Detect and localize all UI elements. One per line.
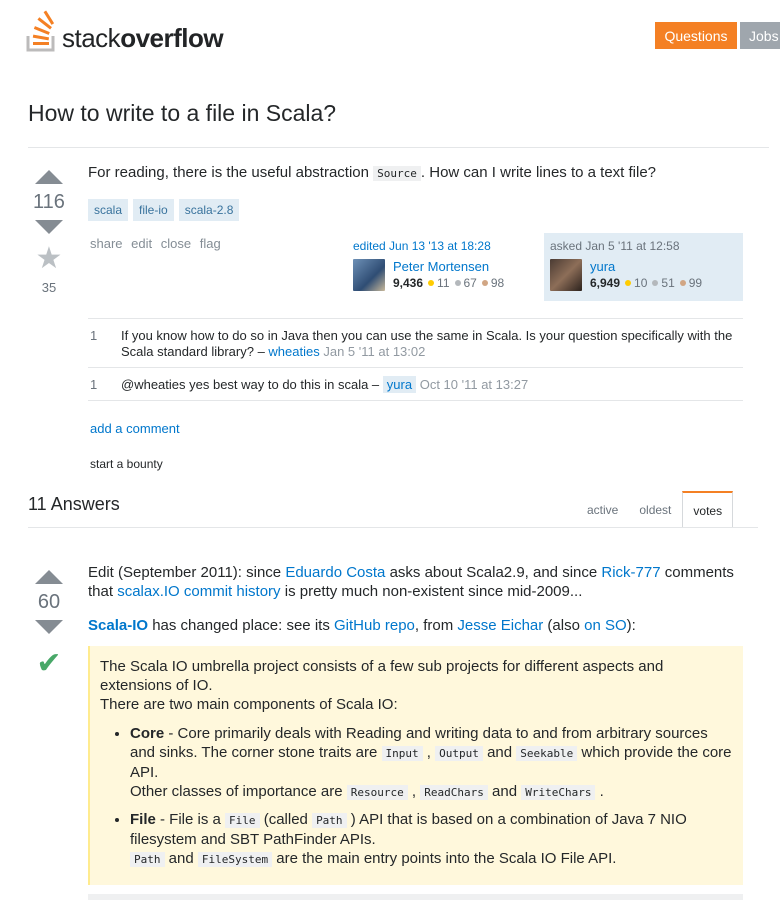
list-item-file: • File - File is a File (called Path ) API that is based on a combination of Java 7 NIO filesystem and SBT PathFinder APIs. Path and FileSystem are the main entry points into the Scala IO File API. xyxy=(130,810,733,869)
asker-reputation: 6,949 10 51 99 xyxy=(590,276,703,290)
divider xyxy=(28,527,758,528)
post-menu xyxy=(90,236,226,251)
comment-score: 1 xyxy=(90,377,98,392)
gold-badge-icon xyxy=(625,280,631,286)
component-list xyxy=(100,724,733,869)
stack-logo-icon xyxy=(26,14,58,52)
downvote-icon[interactable] xyxy=(35,220,63,234)
nav-jobs-button[interactable]: Jobs xyxy=(740,22,780,49)
nav-questions-button[interactable]: Questions xyxy=(655,22,737,49)
answer-vote-column xyxy=(29,570,69,681)
comment-list xyxy=(88,318,743,401)
editor-reputation: 9,436 11 67 98 xyxy=(393,276,505,290)
upvote-icon[interactable] xyxy=(35,570,63,584)
question-vote-column xyxy=(29,170,69,295)
bronze-badge-icon xyxy=(482,280,488,286)
share-link[interactable]: share xyxy=(90,236,123,251)
start-bounty-link[interactable]: start a bounty xyxy=(90,457,163,471)
avatar[interactable] xyxy=(550,259,582,291)
tag-scala[interactable]: scala xyxy=(88,199,128,221)
site-logo[interactable] xyxy=(26,14,223,52)
close-link[interactable]: close xyxy=(160,236,192,251)
comment-date[interactable]: Jan 5 '11 at 13:02 xyxy=(323,344,426,359)
asked-timestamp: asked Jan 5 '11 at 12:58 xyxy=(550,239,680,253)
quote-line: There are two main components of Scala IO: xyxy=(100,696,398,713)
divider xyxy=(28,147,769,148)
question-body-text: For reading, there is the useful abstraction xyxy=(88,164,369,181)
tab-votes[interactable]: votes xyxy=(682,491,733,527)
logo-text: stackoverflow xyxy=(62,23,224,53)
edited-timestamp-link[interactable]: edited Jun 13 '13 at 18:28 xyxy=(353,239,491,253)
answer-blockquote xyxy=(88,646,743,885)
answer-vote-count: 60 xyxy=(37,591,61,613)
silver-badge-icon xyxy=(652,280,658,286)
comment-user-link[interactable]: wheaties xyxy=(268,344,320,359)
editor-username[interactable]: Peter Mortensen xyxy=(393,259,490,274)
tag-list xyxy=(88,199,239,221)
asker-signature xyxy=(544,233,743,301)
on-so-link[interactable]: on SO xyxy=(584,617,627,634)
favorite-count: 35 xyxy=(41,280,57,295)
comment-item xyxy=(88,318,743,367)
github-repo-link[interactable]: GitHub repo xyxy=(334,617,415,634)
answer-paragraph-1: Edit (September 2011): since Eduardo Costa asks about Scala2.9, and since Rick-777 comments that scalax.IO commit history is pretty much non-existent since mid-2009... xyxy=(88,564,734,600)
question-body-text: . How can I write lines to a text file? xyxy=(420,164,657,181)
quote-line: The Scala IO umbrella project consists of a few sub projects for different aspects and extensions of IO. xyxy=(100,658,664,694)
add-comment-link[interactable]: add a comment xyxy=(90,421,180,436)
silver-badge-icon xyxy=(455,280,461,286)
commit-history-link[interactable]: scalax.IO commit history xyxy=(117,583,281,600)
tag-file-io[interactable]: file-io xyxy=(133,199,174,221)
accepted-check-icon: ✔ xyxy=(36,647,62,680)
tab-active[interactable]: active xyxy=(587,503,619,517)
tag-scala-2-8[interactable]: scala-2.8 xyxy=(179,199,240,221)
tab-oldest[interactable]: oldest xyxy=(639,503,672,517)
question-body xyxy=(88,163,748,183)
comment-user-link[interactable]: yura xyxy=(383,376,416,393)
scala-io-link[interactable]: Scala-IO xyxy=(88,617,149,634)
comment-score: 1 xyxy=(90,328,98,343)
avatar[interactable] xyxy=(353,259,385,291)
upvote-icon[interactable] xyxy=(35,170,63,184)
asker-username[interactable]: yura xyxy=(590,259,616,274)
editor-signature xyxy=(347,233,522,301)
favorite-star-icon[interactable]: ★ xyxy=(35,242,63,275)
answer-sort-tabs xyxy=(576,492,733,527)
answers-count: 11 Answers xyxy=(28,494,120,514)
user-link-eduardo[interactable]: Eduardo Costa xyxy=(285,564,386,581)
comment-item xyxy=(88,367,743,401)
jesse-eichar-link[interactable]: Jesse Eichar xyxy=(457,617,544,634)
comment-body: If you know how to do so in Java then you can use the same in Scala. Is your question specifically with the Scala standard library? – wheaties Jan 5 '11 at 13:02 xyxy=(121,328,733,359)
code-block-edge xyxy=(88,894,743,900)
question-title[interactable]: How to write to a file in Scala? xyxy=(28,100,337,126)
list-item-core: • Core - Core primarily deals with Reading and writing data to and from arbitrary sources and sinks. The corner stone traits are Input , Output and Seekable which provide the core API. Other classes of importance are Resource , ReadChars and WriteChars . xyxy=(130,724,733,802)
flag-link[interactable]: flag xyxy=(199,236,221,251)
user-link-rick[interactable]: Rick-777 xyxy=(601,564,661,581)
inline-code: Source xyxy=(373,166,421,181)
comment-date[interactable]: Oct 10 '11 at 13:27 xyxy=(419,377,529,392)
question-vote-count: 116 xyxy=(33,191,65,213)
downvote-icon[interactable] xyxy=(35,620,63,634)
comment-body: @wheaties yes best way to do this in scala – yura Oct 10 '11 at 13:27 xyxy=(121,377,529,392)
gold-badge-icon xyxy=(428,280,434,286)
edit-link[interactable]: edit xyxy=(131,236,153,251)
bronze-badge-icon xyxy=(680,280,686,286)
answer-paragraph-2: Scala-IO has changed place: see its GitHub repo, from Jesse Eichar (also on SO): xyxy=(88,617,636,634)
